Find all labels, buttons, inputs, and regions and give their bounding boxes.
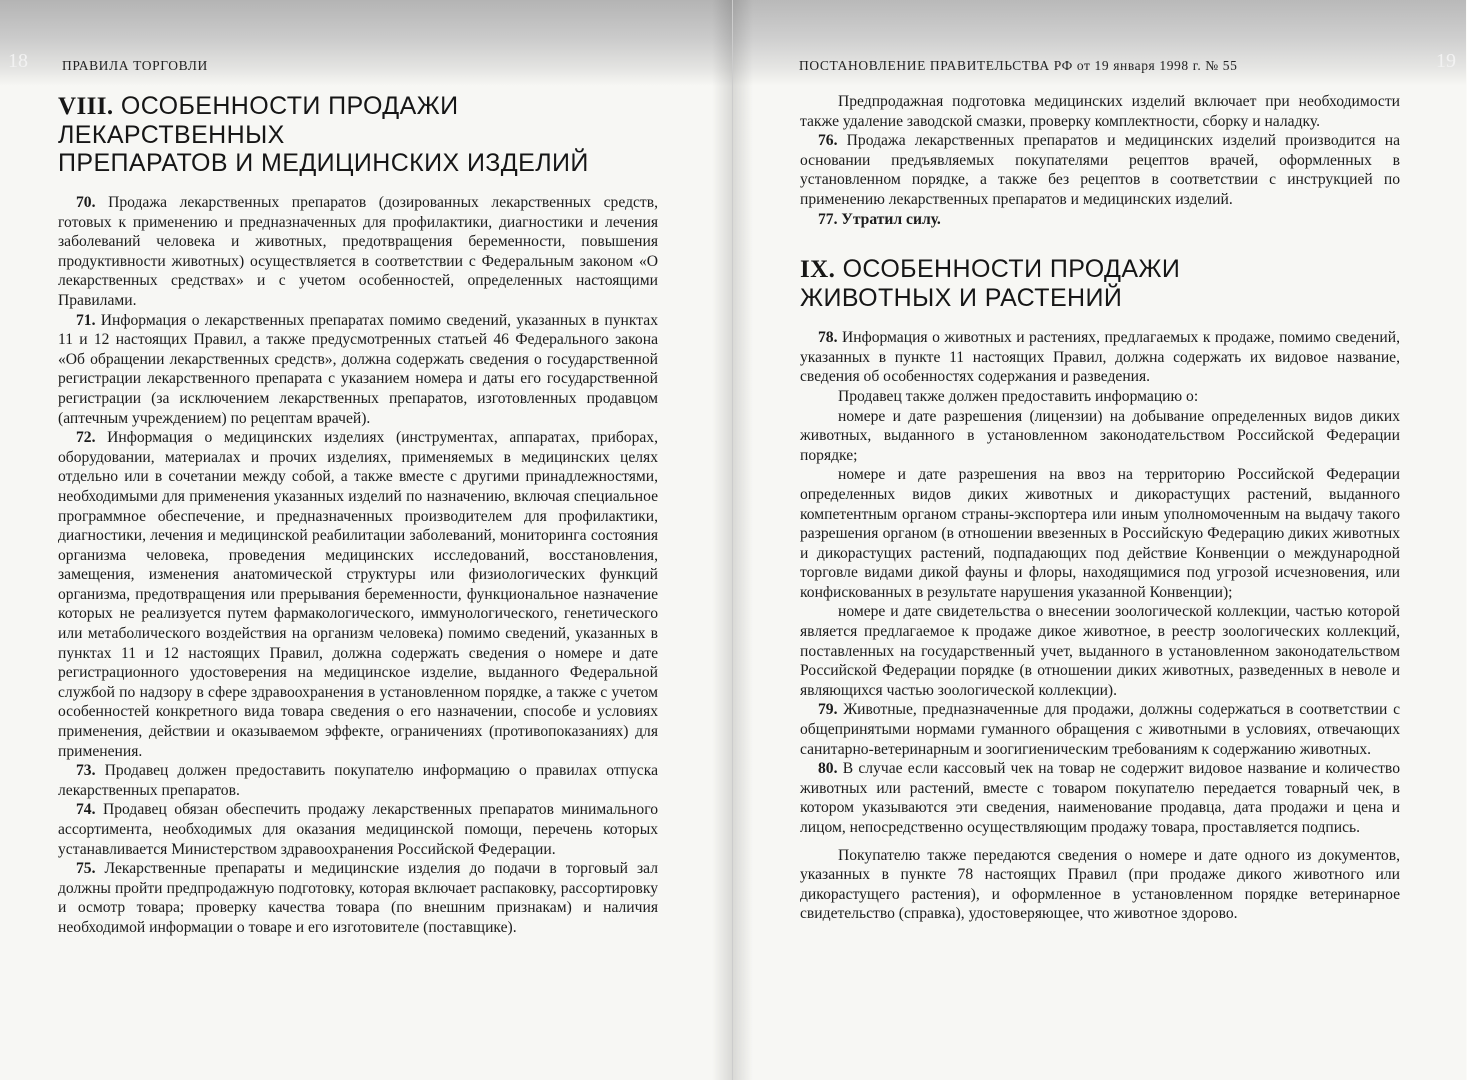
paragraph-text: Продажа лекарственных препаратов (дозированных лекарственных средств, готовых к применению и предназначенных для профилактики, диагностики и лечения заболеваний человека и животных, предотвращения беременности, повышения продуктивности животных) осуществляется в соответствии с Федеральным законом «О лекарственных средствах» и с учетом особенностей, определенных настоящими Правилами. [58,194,658,309]
paragraph-number: 80. [818,760,838,778]
paragraph-78-item: номере и дате разрешения на ввоз на территорию Российской Федерации определенных видов диких животных и дикорастущих растений, выданного компетентным органом страны-экспортера или иным уполномоченным на выдачу такого разрешения органом (в отношении ввезенных в Российскую Федерацию диких животных и дикорастущих растений, подпадающих под действие Конвенции о международной торговле видами дикой фауны и флоры, находящимися под угрозой исчезновения, или конфискованных в результате нарушения указанной Конвенции); [800,466,1400,601]
paragraph-78 [800,328,1400,387]
paragraph-76 [800,131,1400,209]
section-title-line1: ОСОБЕННОСТИ ПРОДАЖИ ЛЕКАРСТВЕННЫХ [58,92,459,149]
paragraph-text: Животные, предназначенные для продажи, должны содержаться в соответствии с общепринятыми нормами гуманного обращения с животными в условиях, отвечающих санитарно-ветеринарным и зоогигиеническим требованиям к содержанию животных. [800,701,1400,758]
paragraph-78-item: номере и дате свидетельства о внесении зоологической коллекции, частью которой является предлагаемое к продаже дикое животное, в реестр зоологических коллекций, поставленных на государственный учет, выданного в установленном законодательством Российской Федерации порядке (в отношении диких животных, разведенных в неволе и являющихся частью зоологической коллекции). [800,603,1400,699]
paragraph-text: Продажа лекарственных препаратов и медицинских изделий производится на основании предъявляемых покупателями рецептов врачей, оформленных в установленном порядке, а также без рецептов в соответствии с инструкцией по применению лекарственных препаратов и медицинских изделий. [800,132,1400,208]
right-page-content [800,92,1400,924]
section-title-line2: ЖИВОТНЫХ И РАСТЕНИЙ [800,284,1123,313]
paragraph-text: Информация о животных и растениях, предлагаемых к продаже, помимо сведений, указанных в пункте 11 настоящих Правил, должна содержать их видовое название, сведения об особенностях содержания и разведения. [800,329,1400,386]
paragraph-71 [58,311,658,429]
section-number: VIII. [58,93,114,120]
section-title-line1: ОСОБЕННОСТИ ПРОДАЖИ [835,255,1181,284]
paragraph-number: 72. [76,429,96,447]
gutter-shadow [733,0,753,1080]
paragraph-75-continued: Предпродажная подготовка медицинских изделий включает при необходимости также удаление заводской смазки, проверку комплектности, сборку и наладку. [800,93,1400,130]
right-page [733,0,1466,1080]
paragraph-text: Лекарственные препараты и медицинские изделия до подачи в торговый зал должны пройти предпродажную подготовку, которая включает распаковку, рассортировку и осмотр товара; проверку качества товара (по внешним признакам) и наличия необходимой информации о товаре и его изготовителе (поставщике). [58,860,658,936]
paragraph-70 [58,193,658,311]
paragraph-78-lead: Продавец также должен предоставить информацию о: [838,387,1199,405]
paragraph-number: 73. [76,762,96,780]
left-page-content [58,92,658,938]
running-head: ПОСТАНОВЛЕНИЕ ПРАВИТЕЛЬСТВА РФ от 19 января 1998 г. № 55 [799,58,1238,73]
paragraph-77: 77. Утратил силу. [818,210,941,228]
paragraph-73 [58,761,658,800]
paragraph-text: Информация о медицинских изделиях (инструментах, аппаратах, приборах, оборудовании, материалах и прочих изделиях, применяемых в медицинских целях отдельно или в сочетании между собой, а также вместе с другими принадлежностями, необходимыми для применения указанных изделий по назначению, включая специальное программное обеспечение, и предназначенных производителем для профилактики, диагностики, лечения и медицинской реабилитации заболеваний, мониторинга состояния организма человека, проведения медицинских исследований, восстановления, замещения, изменения анатомической структуры или физиологических функций организма, предотвращения или прерывания беременности, функциональное назначение которых не реализуется путем фармакологического, иммунологического, генетического или метаболического воздействия на организм человека) помимо сведений, указанных в пунктах 11 и 12 настоящих Правил, должна содержать сведения о номере и дате регистрационного удостоверения на медицинское изделие, выданного Федеральной службой по надзору в сфере здравоохранения в установленном порядке, а также с учетом особенностей конкретного вида товара сведения о его назначении, способе и условиях применения, действии и оказываемом эффекте, ограничениях (противопоказаниях) для применения. [58,429,658,760]
paragraph-text: Продавец обязан обеспечить продажу лекарственных препаратов минимального ассортимента, необходимых для оказания медицинской помощи, перечень которых устанавливается Министерством здравоохранения Российской Федерации. [58,801,658,858]
paragraph-number: 79. [818,701,838,719]
paragraph-text: Информация о лекарственных препаратах помимо сведений, указанных в пунктах 11 и 12 настоящих Правил, а также предусмотренных статьей 46 Федерального закона «Об обращении лекарственных средств», должна содержать сведения о государственной регистрации лекарственного препарата с указанием номера и даты его государственной регистрации (за исключением лекарственных препаратов, изготовленных продавцом (аптечным учреждением) по рецептам врачей). [58,311,658,427]
section-heading-ix [800,255,1400,312]
section-title-line2: ПРЕПАРАТОВ И МЕДИЦИНСКИХ ИЗДЕЛИЙ [58,149,589,177]
left-page [0,0,733,1080]
paragraph-number: 71. [76,311,96,329]
paragraph-number: 75. [76,860,96,878]
paragraph-80 [800,759,1400,837]
paragraph-number: 78. [818,329,838,347]
paragraph-75 [58,859,658,937]
paragraph-text: В случае если кассовый чек на товар не содержит видовое название и количество животных или растений, вместе с товаром покупателю передается товарный чек, в котором указываются эти сведения, наименование продавца, дата продажи и цена и лицом, непосредственно осуществляющим продажу товара, проставляется подпись. [800,760,1400,836]
paragraph-number: 74. [76,801,96,819]
paragraph-number: 70. [76,194,96,211]
paragraph-78-item: номере и дате разрешения (лицензии) на добывание определенных видов диких животных, выданного в установленном законодательством Российской Федерации порядке; [800,407,1400,464]
gutter-shadow [712,0,732,1080]
running-head: ПРАВИЛА ТОРГОВЛИ [62,58,208,73]
section-heading-viii [58,92,658,177]
paragraph-74 [58,800,658,859]
page-number: 18 [8,50,28,72]
paragraph-79 [800,700,1400,759]
paragraph-number: 76. [818,132,838,150]
paragraph-80-continued: Покупателю также передаются сведения о номере и дате одного из документов, указанных в пункте 78 настоящих Правил (при продаже дикого животного или дикорастущего растения), и оформленное в установленном порядке ветеринарное свидетельство (справка), удостоверяющее, что животное здорово. [800,846,1400,923]
page-number: 19 [1436,50,1456,72]
paragraph-72 [58,428,658,761]
section-number: IX. [800,256,836,284]
paragraph-text: Продавец должен предоставить покупателю информацию о правилах отпуска лекарственных препаратов. [58,762,658,799]
